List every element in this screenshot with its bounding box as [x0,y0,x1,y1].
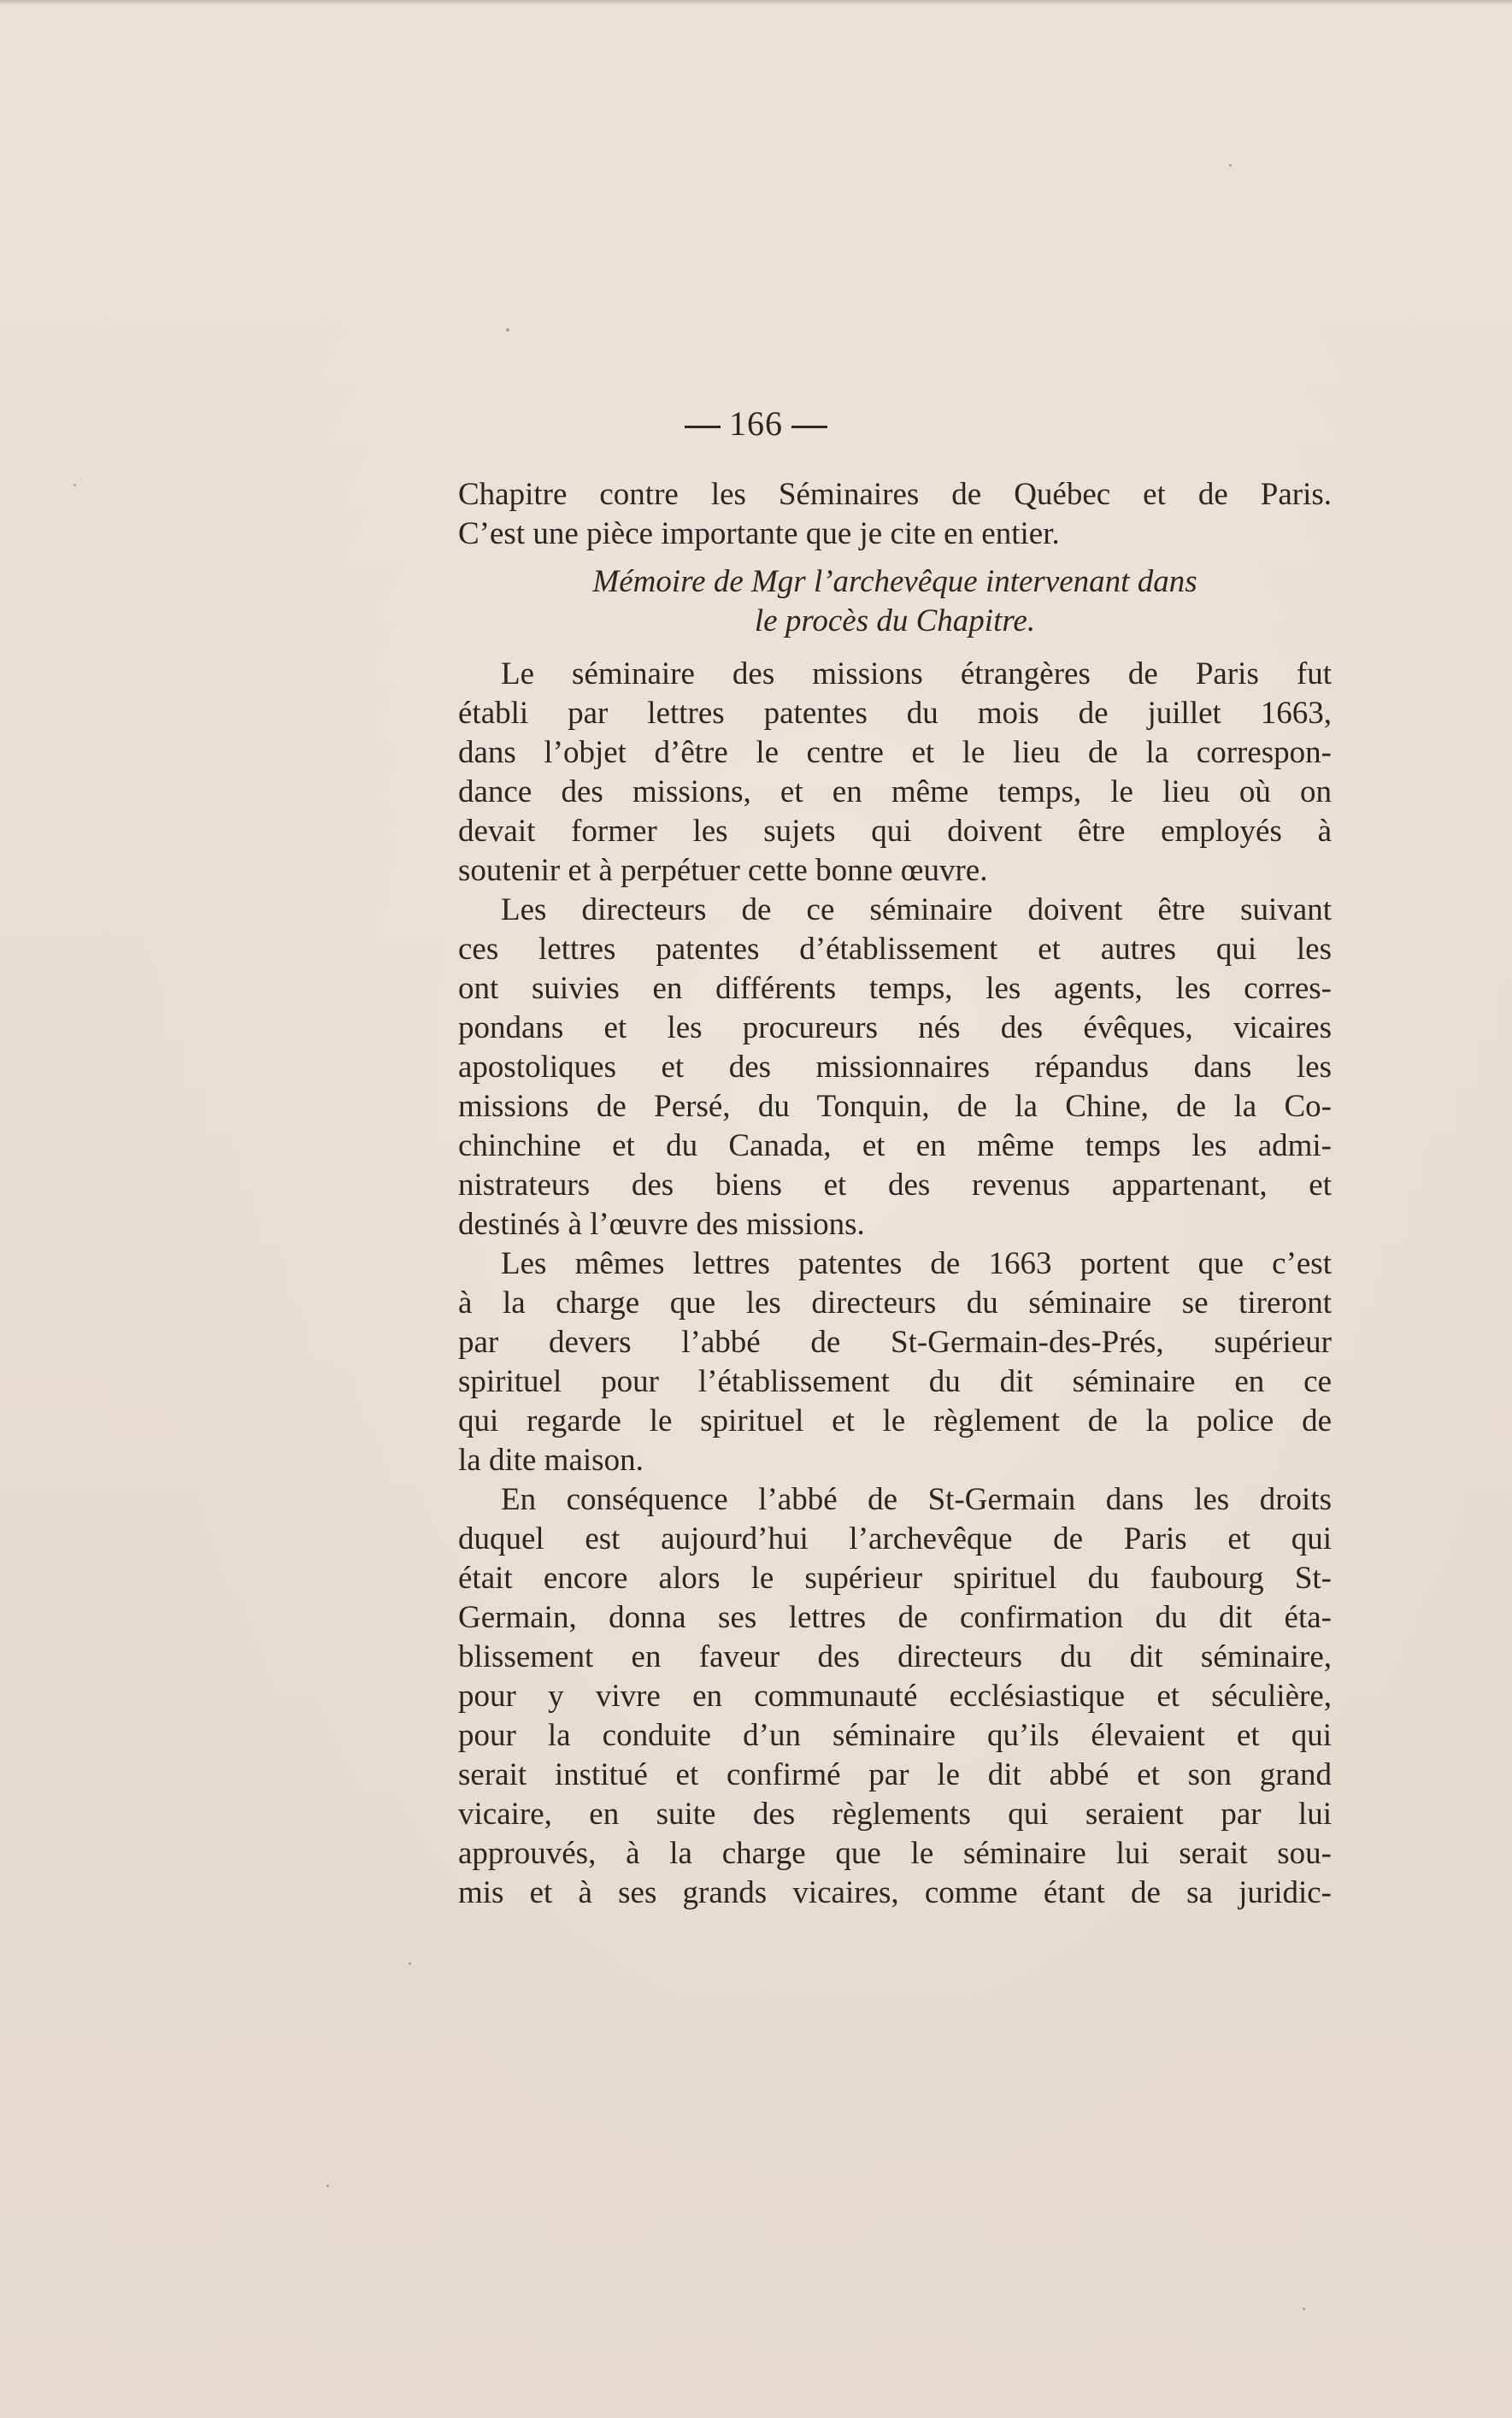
text-line: dance des missions, et en même temps, le lieu où on [458,774,1332,809]
text-line: Le séminaire des missions étrangères de Paris fut [501,656,1332,691]
text-line: pondans et les procureurs nés des évêques, vicaires [458,1010,1332,1045]
text-line: pour y vivre en communauté ecclésiastique et séculière, [458,1679,1332,1714]
text-line: Les directeurs de ce séminaire doivent être suivant [501,892,1332,927]
header-dash-right [791,426,827,428]
text-line: En conséquence l’abbé de St-Germain dans les droits [501,1482,1332,1517]
text-line: Germain, donna ses lettres de confirmation du dit éta- [458,1600,1332,1635]
text-line: était encore alors le supérieur spirituel du faubourg St- [458,1561,1332,1596]
text-line: serait institué et confirmé par le dit abbé et son grand [458,1757,1332,1792]
text-line: ces lettres patentes d’établissement et autres qui les [458,932,1332,967]
intro-line: C’est une pièce importante que je cite en entier. [458,516,1060,551]
memoir-title-line: Mémoire de Mgr l’archevêque intervenant dans [592,564,1197,599]
text-line: qui regarde le spirituel et le règlement de la police de [458,1403,1332,1438]
paper-speck [74,484,76,486]
body-text [458,475,1332,1913]
text-line: duquel est aujourd’hui l’archevêque de Paris et qui [458,1521,1332,1556]
text-line: ont suivies en différents temps, les agents, les corres- [458,971,1332,1006]
text-line: vicaire, en suite des règlements qui seraient par lui [458,1797,1332,1832]
header-dash-left [685,426,721,428]
text-line: soutenir et à perpétuer cette bonne œuvre. [458,853,988,888]
paper-speck [506,328,509,332]
memoir-title [458,562,1332,641]
text-line: à la charge que les directeurs du séminaire se tireront [458,1285,1332,1321]
paper-speck [327,2185,329,2187]
text-line: nistrateurs des biens et des revenus appartenant, et [458,1168,1332,1203]
text-line: missions de Persé, du Tonquin, de la Chine, de la Co- [458,1089,1332,1124]
text-line: blissement en faveur des directeurs du dit séminaire, [458,1639,1332,1674]
text-line: apostoliques et des missionnaires répandus dans les [458,1050,1332,1085]
text-line: Les mêmes lettres patentes de 1663 portent que c’est [501,1246,1332,1281]
page-header [0,403,1512,444]
paragraph-3 [458,1244,1332,1480]
text-line: devait former les sujets qui doivent être employés à [458,814,1332,849]
paper-speck [1303,2308,1305,2310]
text-line: approuvés, à la charge que le séminaire lui serait sou- [458,1836,1332,1871]
text-line: par devers l’abbé de St-Germain-des-Prés, supérieur [458,1325,1332,1360]
page-top-edge [0,0,1512,5]
text-line: mis et à ses grands vicaires, comme étant de sa juridic- [458,1875,1332,1910]
text-line: chinchine et du Canada, et en même temps les admi- [458,1128,1332,1163]
paper-speck [1229,164,1232,167]
text-line: spirituel pour l’établissement du dit séminaire en ce [458,1364,1332,1399]
text-line: la dite maison. [458,1443,644,1478]
page-number: 166 [729,404,783,443]
text-line: établi par lettres patentes du mois de juillet 1663, [458,696,1332,731]
intro-line: Chapitre contre les Séminaires de Québec et de Paris. [458,477,1332,512]
paragraph-4 [458,1480,1332,1913]
text-line: dans l’objet d’être le centre et le lieu de la correspon- [458,735,1332,770]
text-line: destinés à l’œuvre des missions. [458,1207,865,1242]
text-line: pour la conduite d’un séminaire qu’ils élevaient et qui [458,1718,1332,1753]
memoir-title-line: le procès du Chapitre. [754,603,1036,638]
paragraph-2 [458,891,1332,1244]
paragraph-1 [458,655,1332,891]
paper-speck [409,1962,411,1965]
